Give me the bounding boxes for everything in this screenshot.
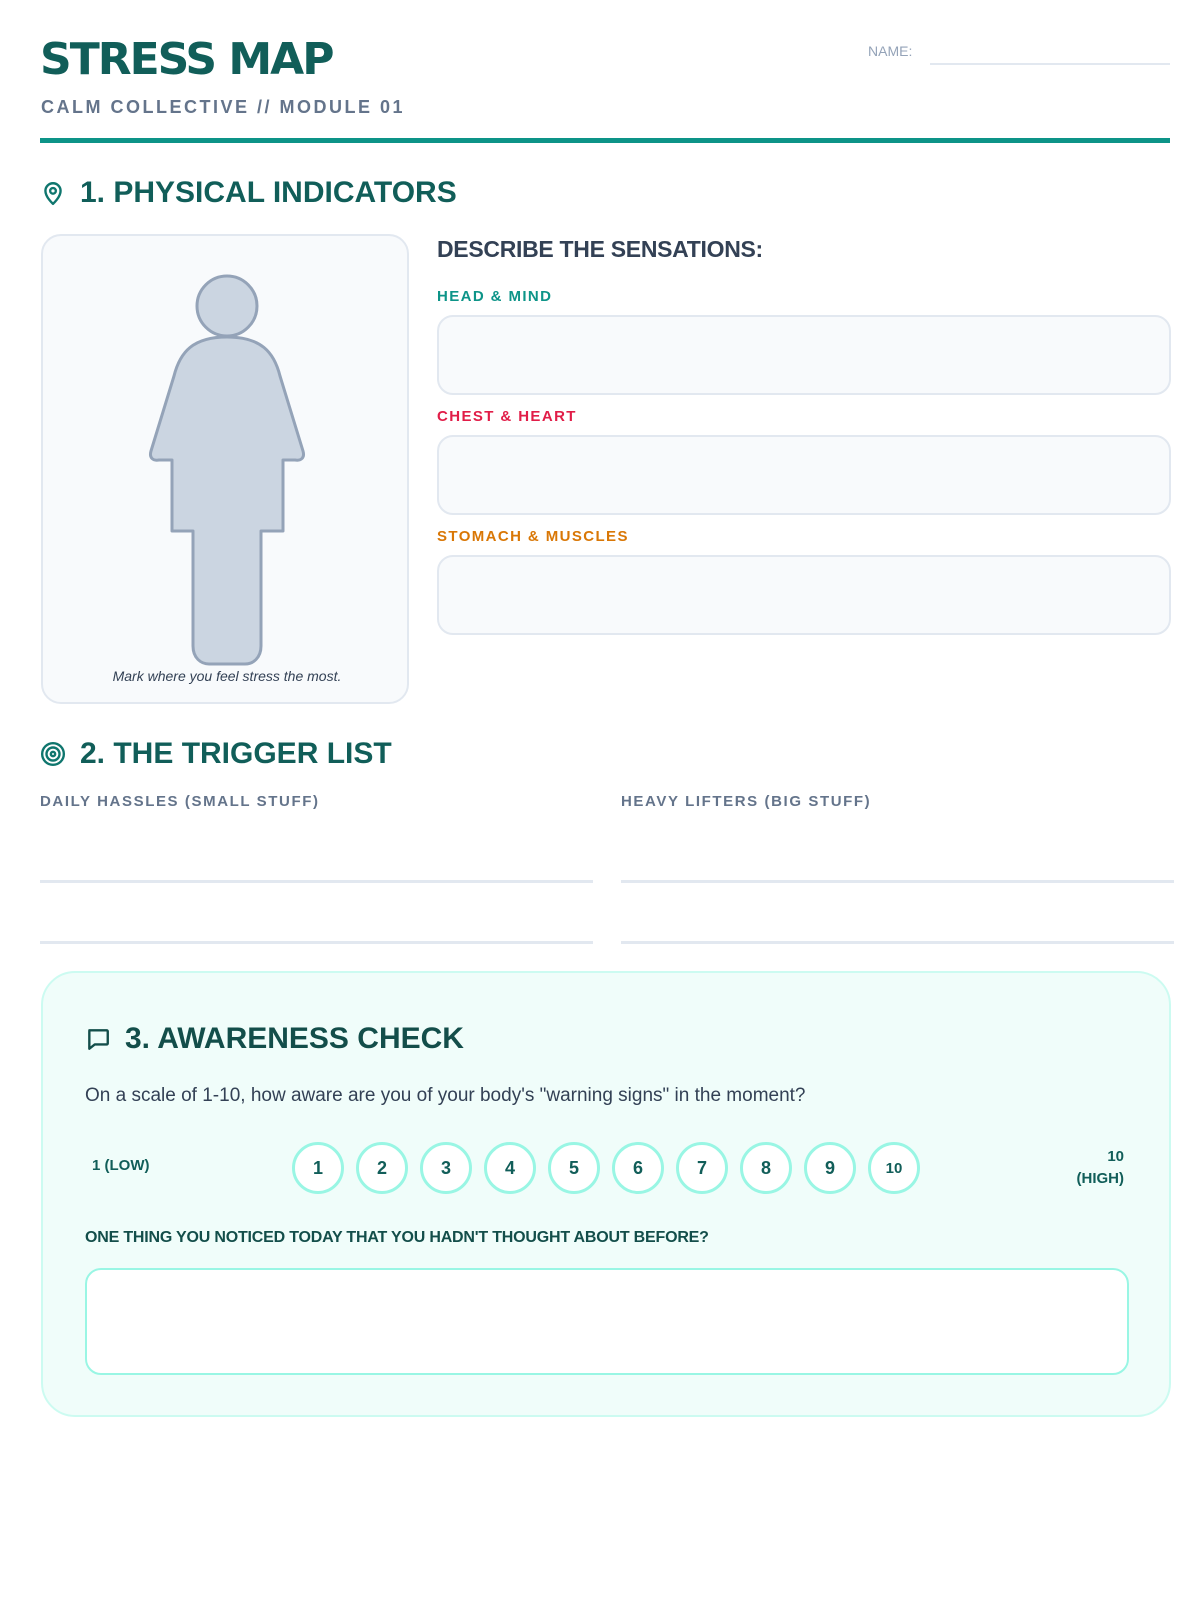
section-title: 1. PHYSICAL INDICATORS (80, 176, 457, 209)
page-title: STRESS MAP (40, 34, 333, 85)
stomach-muscles-input[interactable] (437, 555, 1171, 635)
page-subtitle: CALM COLLECTIVE // MODULE 01 (41, 97, 406, 117)
chest-heart-input[interactable] (437, 435, 1171, 515)
field-label-chest: CHEST & HEART (437, 408, 577, 425)
awareness-question: On a scale of 1-10, how aware are you of your body's "warning signs" in the moment? (85, 1085, 806, 1106)
map-pin-icon (40, 180, 66, 206)
scale-option-1[interactable]: 1 (292, 1142, 344, 1194)
scale-option-3[interactable]: 3 (420, 1142, 472, 1194)
head-mind-input[interactable] (437, 315, 1171, 395)
scale-option-7[interactable]: 7 (676, 1142, 728, 1194)
scale-option-2[interactable]: 2 (356, 1142, 408, 1194)
body-silhouette (43, 236, 411, 706)
scale-low-label: 1 (LOW) (92, 1157, 150, 1174)
section-trigger-heading (40, 737, 392, 771)
body-caption: Mark where you feel stress the most. (112, 668, 342, 684)
field-label-head: HEAD & MIND (437, 288, 553, 305)
body-diagram-card[interactable] (41, 234, 409, 704)
daily-hassles-line-1[interactable] (40, 880, 593, 883)
name-label: NAME: (868, 43, 913, 59)
noticed-question: ONE THING YOU NOTICED TODAY THAT YOU HADN'T THOUGHT ABOUT BEFORE? (85, 1229, 709, 1246)
scale-option-10[interactable]: 10 (868, 1142, 920, 1194)
scale-high-text: (HIGH) (1076, 1169, 1124, 1187)
header-divider (40, 138, 1170, 143)
heavy-lifters-line-2[interactable] (621, 941, 1174, 944)
scale-option-8[interactable]: 8 (740, 1142, 792, 1194)
scale-high-value: 10 (1107, 1148, 1124, 1165)
target-icon (40, 741, 66, 767)
name-field[interactable] (930, 63, 1170, 65)
scale-high-label (1060, 1146, 1124, 1190)
scale-option-4[interactable]: 4 (484, 1142, 536, 1194)
awareness-scale (292, 1142, 920, 1194)
section-awareness-heading (85, 1022, 464, 1056)
describe-heading: DESCRIBE THE SENSATIONS: (437, 236, 763, 262)
scale-option-9[interactable]: 9 (804, 1142, 856, 1194)
section-title: 3. AWARENESS CHECK (125, 1022, 464, 1055)
section-title: 2. THE TRIGGER LIST (80, 737, 392, 770)
heavy-lifters-label: HEAVY LIFTERS (BIG STUFF) (621, 793, 872, 810)
section-physical-heading (40, 176, 457, 210)
daily-hassles-line-2[interactable] (40, 941, 593, 944)
heavy-lifters-line-1[interactable] (621, 880, 1174, 883)
field-label-stomach: STOMACH & MUSCLES (437, 528, 629, 545)
message-square-icon (85, 1026, 111, 1052)
noticed-input[interactable] (85, 1268, 1129, 1375)
scale-option-5[interactable]: 5 (548, 1142, 600, 1194)
scale-option-6[interactable]: 6 (612, 1142, 664, 1194)
daily-hassles-label: DAILY HASSLES (SMALL STUFF) (40, 793, 320, 810)
